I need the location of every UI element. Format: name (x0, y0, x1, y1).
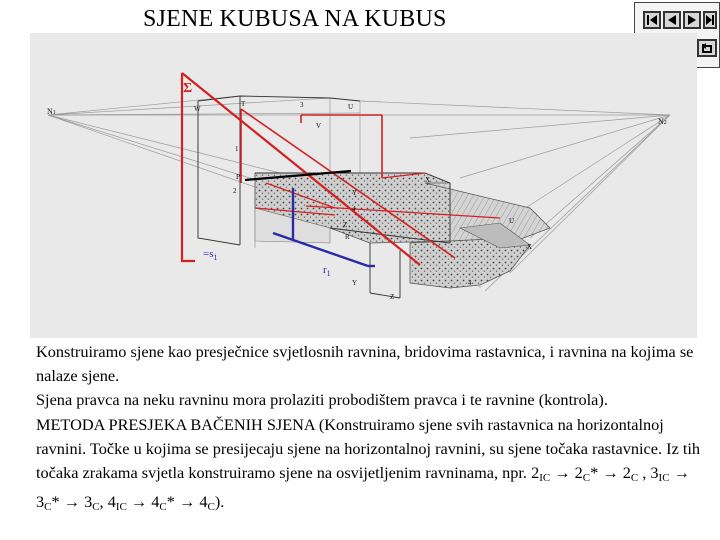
wc-label: W (194, 105, 201, 113)
uc-label: U (348, 103, 354, 111)
n1-label: N1 (47, 107, 56, 116)
yc-label: Y (352, 189, 358, 197)
1c-label: 1 (235, 145, 239, 153)
3c-label: 3 (300, 101, 304, 109)
41c-label: 4 (468, 279, 472, 287)
last-slide-icon (705, 13, 715, 27)
previous-slide-button[interactable] (663, 11, 681, 29)
last-slide-button[interactable] (703, 11, 717, 29)
rc-label: R (345, 233, 350, 241)
tc-label: T (241, 100, 246, 108)
xc-label: X (425, 176, 431, 184)
sigma-label: Σ (183, 81, 193, 96)
x1c-label: X (527, 243, 533, 251)
next-slide-icon (685, 13, 699, 27)
paragraph-3: METODA PRESJEKA BAČENIH SJENA (Konstruiramo sjene svih rastavnica na horizontalnoj ravnini. Točke u kojima se presijecaju sjene na horizontalnoj ravnini, su sjene točaka rastavnice. Iz tih točaka zrakama svjetla konstruiramo sjene na osvijetljenim ravninama, npr. $2_{IC} \to 2_C* \to 2_C$ , $3_{IC} \to 3_C* \to 3_C$, $4_{IC} \to 4_C* \to 4_C$). (36, 414, 701, 514)
u1c-label: U (509, 217, 515, 225)
first-slide-button[interactable] (643, 11, 661, 29)
first-slide-icon (645, 13, 659, 27)
paragraph-2: Sjena pravca na neku ravninu mora prolaziti probodištem pravca i te ravnine (kontrola). (36, 390, 608, 410)
return-icon (699, 41, 715, 55)
y1c-label: Y (352, 279, 358, 287)
p-label: P (236, 173, 240, 181)
zc-label: Z (343, 221, 348, 229)
slide-title: SJENE KUBUSA NA KUBUS (143, 6, 447, 32)
construction-diagram (30, 33, 697, 338)
s1-label: $=s_1$ (203, 248, 218, 262)
point-labels (47, 81, 667, 301)
previous-slide-icon (665, 13, 679, 27)
r1-label: $r_1$ (323, 264, 331, 278)
4c-label: 4 (352, 205, 356, 213)
next-slide-button[interactable] (683, 11, 701, 29)
shadow-construction-drawing (30, 33, 697, 338)
return-button[interactable] (697, 39, 717, 57)
z1c-label: Z (390, 293, 395, 301)
explanation-text (36, 340, 712, 519)
paragraph-1: Konstruiramo sjene kao presječnice svjetlosnih ravnina, bridovima rastavnica, i ravnina na kojima se nalaze sjene. (36, 342, 694, 386)
n2-label: N2 (658, 117, 667, 126)
vc-label: V (316, 122, 322, 130)
2-label: 2 (233, 187, 237, 195)
